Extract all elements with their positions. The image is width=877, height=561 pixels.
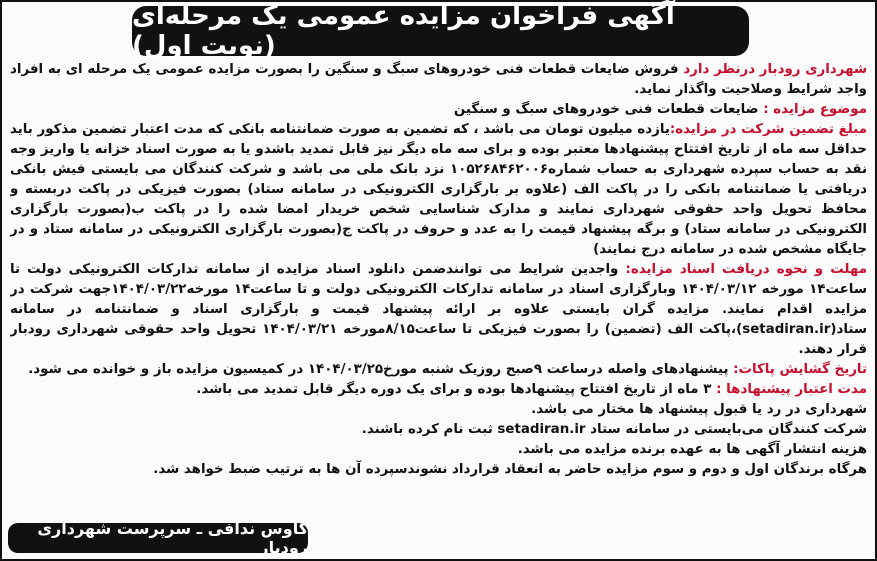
guarantee-text: یازده میلیون تومان می باشد ، که تضمین به صورت ضمانتنامه بانکی که مدت اعتبار تضمین مذکور باید حداقل سه ماه از تاریخ افتتاح پیشنهادها معتبر بوده و برای سه ماه دیگر نیز قابل تمدید باشدو یا به صورت اسناد خزانه یا واریز وجه نقد به حساب سپرده شهرداری به حساب شماره۱۰۵۲۶۸۴۶۲۰۰۶ نزد بانک ملی می باشد و شرکت کنندگان می بایستی فیش بانکی دریافتی یا ضمانتنامه بانکی را در پاکت الف (علاوه بر بارگزاری الکترونیکی در سامانه ستاد) بصورت فیزیکی در پاکت دربسته و محافظ تحویل واحد حقوقی شهرداری نمایند و مدارک شناسایی شخص خریدار امضا شده را در پاکت ب(بصورت بارگزاری الکترونیکی در سامانه ستاد) و برگه پیشنهاد قیمت را به عدد و حروف در پاکت ج(بصورت بارگزاری الکترونیکی در سامانه ستاد و در جایگاه مشخص شده در سامانه درج نمایند) bbox=[10, 122, 867, 257]
deadline-text: واجدین شرایط می توانندضمن دانلود اسناد مزایده از سامانه تدارکات الکترونیکی دولت تا ساعت۱۴ مورخه ۱۴۰۴/۰۳/۱۲ وبارگزاری اسناد در سامانه تدارکات الکترونیکی دولت و تا ساعت۱۴ مورخه۱۴۰۴/۰۳/۲۲جهت شرکت در مزایده اقدام نمایند. مزایده گران بایستی علاوه بر ارائه پیشنهاد قیمت و بارگزاری اسناد و ضمانتنامه در سامانه ستاد(setadiran.ir)،پاکت الف (تضمین) را بصورت فیزیکی تا ساعت۸/۱۵مورخه ۱۴۰۴/۰۳/۲۱ تحویل واحد حقوقی شهرداری رودبار قرار دهند. bbox=[10, 262, 867, 357]
opening-text: پیشنهادهای واصله درساعت ۹صبح روزیک شنبه مورخ۱۴۰۴/۰۳/۲۵ در کمیسیون مزایده باز و خوانده می شود. bbox=[28, 362, 734, 377]
note-line: شرکت کنندگان می‌بایستی در سامانه ستاد setadiran.ir ثبت نام کرده باشند. bbox=[361, 422, 867, 437]
note-line: هزینه انتشار آگهی ها به عهده برنده مزایده می باشد. bbox=[517, 442, 867, 457]
notice-title: آگهی فراخوان مزایده عمومی یک مرحله‌ای (نوبت اول) bbox=[132, 6, 749, 56]
opening-label: تاریخ گشایش پاکات: bbox=[733, 362, 867, 377]
validity-text: ۳ ماه از تاریخ افتتاح پیشنهادها بوده و برای یک دوره دیگر قابل تمدید می باشد. bbox=[196, 382, 717, 397]
guarantee-paragraph bbox=[10, 120, 867, 260]
deadline-label: مهلت و نحوه دریافت اسناد مزایده: bbox=[625, 262, 867, 277]
guarantee-label: مبلغ تضمین شرکت در مزایده: bbox=[669, 122, 867, 137]
deadline-paragraph bbox=[10, 260, 867, 360]
validity-label: مدت اعتبار پیشنهادها : bbox=[716, 382, 867, 397]
note-line: شهرداری در رد یا قبول پیشنهاد ها مختار می باشد. bbox=[531, 402, 867, 417]
intro-text: فروش ضایعات قطعات فنی خودروهای سبگ و سنگین را بصورت مزایده عمومی یک مرحله ای به افراد واجد شرایط وصلاحیت واگذار نماید. bbox=[10, 62, 867, 97]
intro-label: شهرداری رودبار درنظر دارد bbox=[683, 62, 867, 77]
validity-paragraph bbox=[10, 380, 867, 400]
signature-footer: کاوس ندافی ـ سرپرست شهرداری رودبار bbox=[8, 523, 308, 553]
subject-paragraph bbox=[10, 100, 867, 120]
notice-body bbox=[10, 60, 867, 517]
opening-paragraph bbox=[10, 360, 867, 380]
note-line: هرگاه برندگان اول و دوم و سوم مزایده حاضر به انعقاد قرارداد نشوندسپرده آن ها به ترتیب ضبط خواهد شد. bbox=[153, 462, 867, 477]
subject-label: موضوع مزایده : bbox=[763, 102, 867, 117]
subject-text: ضایعات قطعات فنی خودروهای سبگ و سنگین bbox=[453, 102, 764, 117]
intro-paragraph bbox=[10, 60, 867, 100]
